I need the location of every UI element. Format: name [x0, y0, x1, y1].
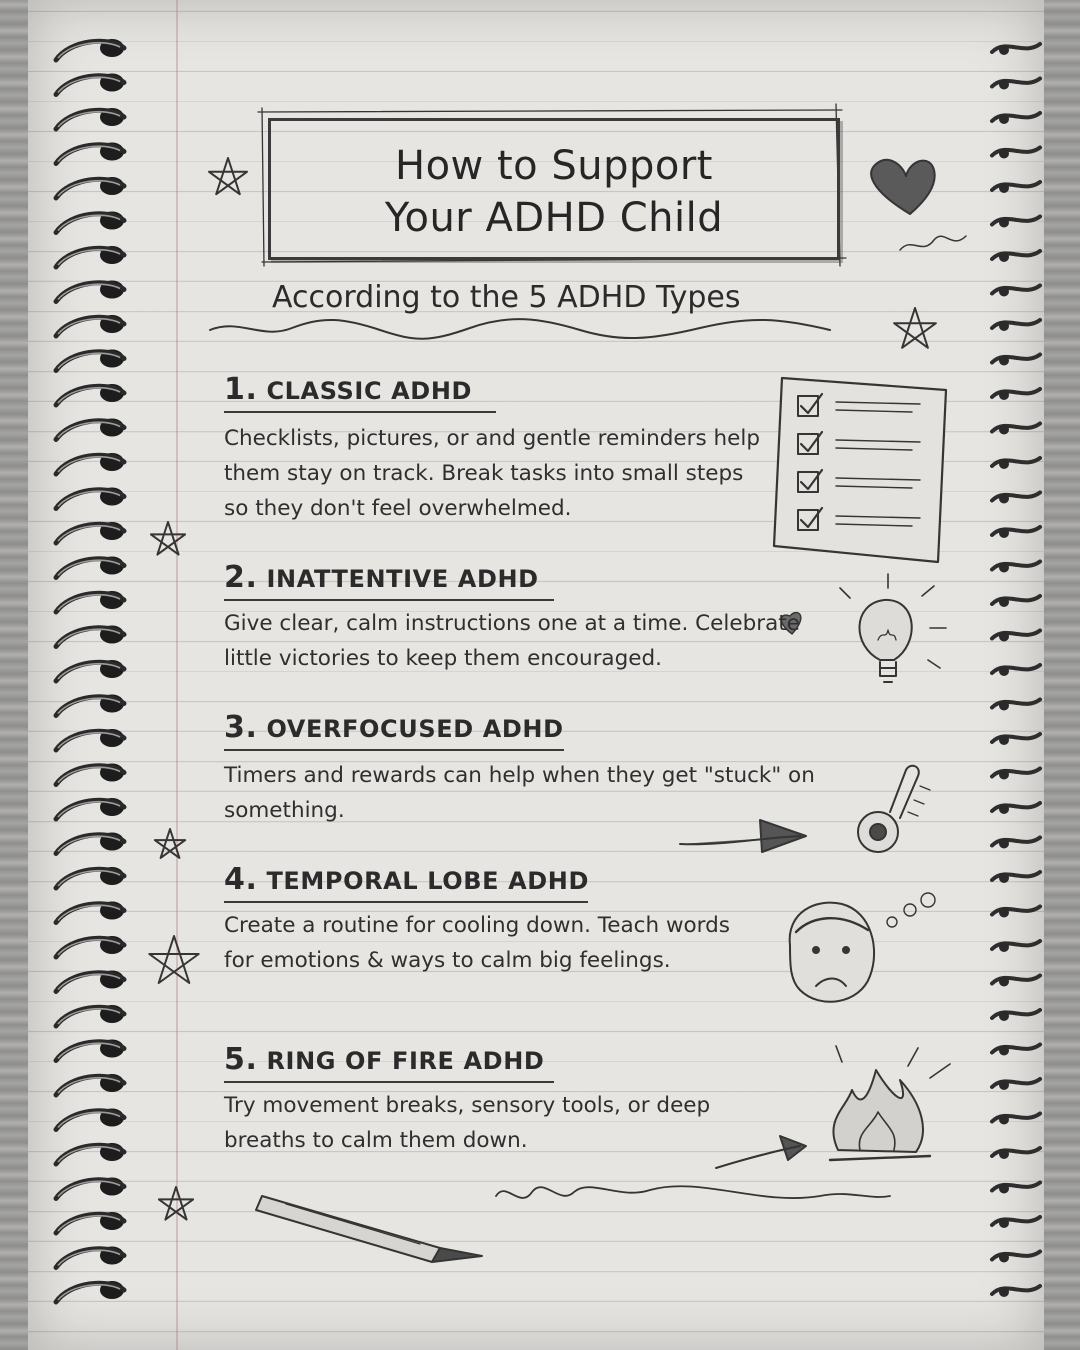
section-title: OVERFOCUSED ADHD: [266, 715, 564, 743]
section-title: INATTENTIVE ADHD: [266, 565, 539, 593]
section-body-overfocused: Timers and rewards can help when they get "stuck" on something.: [224, 763, 815, 823]
section-number: 1.: [224, 372, 258, 407]
section-title: TEMPORAL LOBE ADHD: [266, 867, 589, 895]
star-doodle-icon: [151, 522, 185, 555]
section-body-temporal-lobe: Create a routine for cooling down. Teach words for emotions & ways to calm big feelings.: [224, 913, 730, 973]
section-title: CLASSIC ADHD: [266, 377, 473, 405]
thermometer-icon: [858, 766, 930, 852]
title-line-1: How to Support: [395, 143, 713, 189]
pencil-icon: [256, 1196, 482, 1262]
section-number: 2.: [224, 560, 258, 595]
subtitle: According to the 5 ADHD Types: [272, 280, 741, 315]
star-doodle-icon: [894, 308, 936, 348]
star-doodle-icon: [159, 1187, 193, 1220]
star-doodle-icon: [149, 936, 198, 983]
section-heading-ring-of-fire: [224, 1042, 554, 1083]
section-number: 3.: [224, 710, 258, 745]
section-number: 5.: [224, 1042, 258, 1077]
title-line-2: Your ADHD Child: [384, 195, 724, 241]
section-heading-temporal-lobe: [224, 862, 588, 903]
section-heading-classic: [224, 372, 496, 413]
section-title: RING OF FIRE ADHD: [266, 1047, 545, 1075]
star-doodle-icon: [155, 829, 185, 858]
title-box: [268, 118, 840, 260]
subtitle-underline-icon: [210, 319, 830, 339]
heart-icon: [871, 160, 966, 250]
section-heading-overfocused: [224, 710, 564, 751]
sad-face-icon: [790, 893, 935, 1002]
scribble-doodle-icon: [496, 1186, 890, 1198]
section-body-ring-of-fire: Try movement breaks, sensory tools, or deep breaths to calm them down.: [224, 1093, 711, 1153]
checklist-icon: [774, 378, 946, 562]
fire-icon: [830, 1046, 950, 1160]
section-body-inattentive: Give clear, calm instructions one at a time. Celebrate little victories to keep them encouraged.: [224, 611, 800, 671]
section-heading-inattentive: [224, 560, 554, 601]
section-body-classic: Checklists, pictures, or and gentle reminders help them stay on track. Break tasks into small steps so they don't feel overwhelmed.: [224, 426, 760, 521]
section-number: 4.: [224, 862, 258, 897]
star-doodle-icon: [209, 158, 247, 194]
